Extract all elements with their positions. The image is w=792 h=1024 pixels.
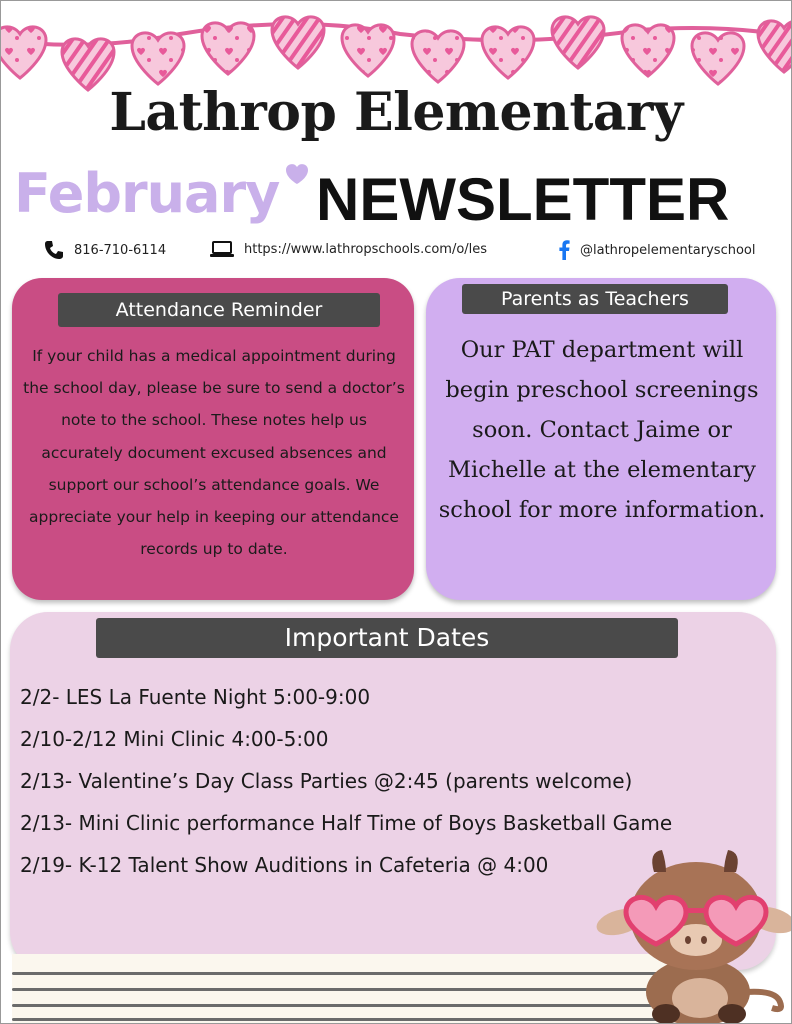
date-item: 2/19- K-12 Talent Show Auditions in Cafeteria @ 4:00 xyxy=(20,853,549,877)
pat-heading: Parents as Teachers xyxy=(462,284,728,314)
laptop-icon xyxy=(210,240,234,258)
phone-icon xyxy=(44,240,64,260)
attendance-body: If your child has a medical appointment during the school day, please be sure to send a doctor’s note to the school. These notes help us accurately document excused absences and support our school’s attendance goals. We appreciate your help in keeping our attendance records up to date. xyxy=(23,347,405,559)
date-item: 2/10-2/12 Mini Clinic 4:00-5:00 xyxy=(20,727,329,751)
pat-body: Our PAT department will begin preschool screenings soon. Contact Jaime or Michelle at the elementary school for more information. xyxy=(438,337,766,523)
date-item: 2/13- Mini Clinic performance Half Time of Boys Basketball Game xyxy=(20,811,673,835)
attendance-heading: Attendance Reminder xyxy=(58,293,380,327)
contact-facebook xyxy=(558,240,755,260)
newsletter-title: NEWSLETTER xyxy=(316,166,730,233)
date-item: 2/13- Valentine’s Day Class Parties @2:45 (parents welcome) xyxy=(20,769,633,793)
phone-number[interactable]: 816-710-6114 xyxy=(74,242,167,258)
lined-paper-decoration xyxy=(12,954,680,1024)
contact-website xyxy=(210,240,487,258)
heart-icon xyxy=(284,162,310,186)
contact-phone xyxy=(44,240,166,260)
cow-mascot-icon xyxy=(596,842,792,1024)
date-item: 2/2- LES La Fuente Night 5:00-9:00 xyxy=(20,685,371,709)
month-title: February xyxy=(14,162,280,225)
dates-heading: Important Dates xyxy=(96,618,678,658)
website-link[interactable]: https://www.lathropschools.com/o/les xyxy=(244,241,488,257)
facebook-handle[interactable]: @lathropelementaryschool xyxy=(580,242,756,258)
facebook-icon xyxy=(558,240,570,260)
school-title: Lathrop Elementary xyxy=(109,82,683,143)
